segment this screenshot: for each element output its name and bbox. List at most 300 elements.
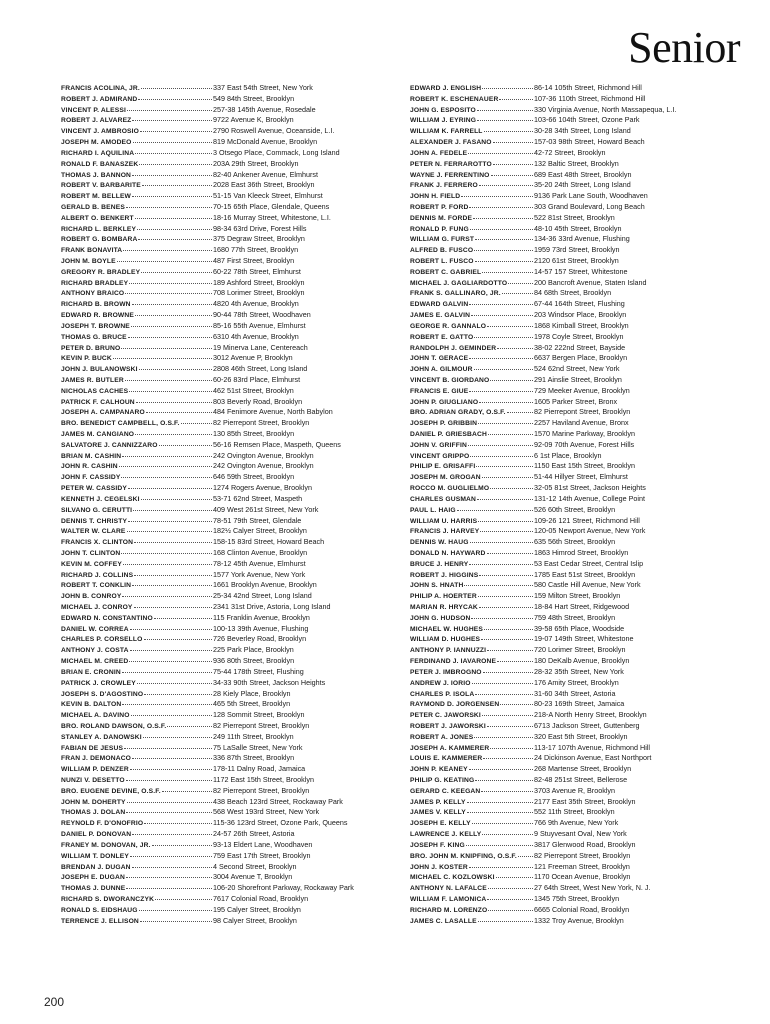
student-address: 19-07 149th Street, Whitestone [534, 634, 634, 644]
student-name: JOSEPH M. AMODEO [61, 139, 132, 147]
directory-entry [410, 267, 750, 278]
directory-entry [410, 472, 750, 483]
student-name: WAYNE J. FERRENTINO [410, 171, 490, 179]
student-name: FRANCIS E. GIUE [410, 387, 469, 395]
student-address: 18-84 Hart Street, Ridgewood [534, 602, 630, 611]
student-address: 82-40 Ankener Avenue, Elmhurst [213, 169, 318, 179]
directory-entry [410, 94, 750, 105]
student-address: 635 56th Street, Brooklyn [534, 537, 616, 547]
dot-leader [135, 429, 212, 435]
dot-leader [507, 407, 533, 413]
student-name: DENNIS W. HAUG [410, 539, 469, 547]
student-name: FRANK J. FERRERO [410, 182, 478, 190]
dot-leader [482, 267, 533, 273]
dot-leader [123, 245, 212, 251]
student-name: JOSEPH A. CAMPANARO [61, 409, 145, 417]
student-address: 936 80th Street, Brooklyn [213, 656, 295, 666]
dot-leader [131, 710, 212, 716]
student-name: RAYMOND D. JORGENSEN [410, 701, 500, 709]
student-address: 2257 Haviland Avenue, Bronx [534, 418, 629, 428]
student-address: 9 Stuyvesant Oval, New York [534, 829, 627, 839]
student-address: 24-57 26th Street, Astoria [213, 829, 295, 839]
student-address: 86-14 105th Street, Richmond Hill [534, 83, 642, 92]
student-name: GEORGE R. GANNALO [410, 322, 487, 330]
dot-leader [474, 364, 533, 370]
dot-leader [493, 159, 533, 165]
student-address: 53-71 62nd Street, Maspeth [213, 493, 303, 503]
student-name: VINCENT B. GIORDANO [410, 376, 490, 384]
student-name: PETER C. JAWORSKI [410, 712, 481, 720]
dot-leader [500, 699, 533, 705]
dot-leader [130, 624, 212, 630]
student-name: BRO. ROLAND DAWSON, O.S.F. [61, 722, 167, 730]
student-address: 552 11th Street, Brooklyn [534, 807, 615, 817]
student-name: RICHARD M. LORENZO [410, 906, 488, 914]
directory-entry [410, 786, 750, 797]
student-name: BRO. ADRIAN GRADY, O.S.F. [410, 409, 506, 417]
student-name: THOMAS J. DOLAN [61, 809, 126, 817]
student-address: 720 Lorimer Street, Brooklyn [534, 645, 626, 655]
directory-entry [61, 83, 392, 94]
student-name: WILLIAM F. LAMONICA [410, 895, 487, 903]
dot-leader [475, 234, 533, 240]
dot-leader [479, 180, 533, 186]
directory-entry [61, 916, 392, 927]
student-name: BRENDAN J. DUGAN [61, 863, 131, 871]
student-name: ROCCO M. GUGLIELMO [410, 485, 490, 493]
dot-leader [479, 397, 533, 403]
dot-leader [457, 505, 533, 511]
student-name: MICHAEL C. KOZLOWSKI [410, 874, 495, 882]
student-name: ROBERT M. BELLEW [61, 193, 132, 201]
student-name: ROBERT C. GABRIEL [410, 268, 482, 276]
directory-entry [410, 364, 750, 375]
dot-leader [129, 278, 212, 284]
dot-leader [469, 386, 533, 392]
student-address: 337 East 54th Street, New York [213, 83, 313, 92]
dot-leader [152, 840, 212, 846]
dot-leader [126, 775, 212, 781]
dot-leader [482, 83, 533, 89]
dot-leader [130, 851, 212, 857]
student-name: VINCENT P. ALESSI [61, 106, 126, 114]
dot-leader [126, 807, 212, 813]
student-name: THOMAS J. BANNON [61, 171, 132, 179]
student-name: THOMAS G. BRUCE [61, 333, 127, 341]
student-address: 484 Fenimore Avenue, North Babylon [213, 407, 333, 417]
student-address: 242 Ovington Avenue, Brooklyn [213, 461, 314, 471]
student-address: 462 51st Street, Brooklyn [213, 385, 294, 395]
student-address: 1680 77th Street, Brooklyn [213, 245, 299, 255]
dot-leader [488, 883, 533, 889]
student-name: MICHAEL W. HUGHES [410, 625, 484, 633]
directory-entry [61, 126, 392, 137]
dot-leader [466, 840, 533, 846]
directory-entry [61, 807, 392, 818]
student-address: 92-09 70th Avenue, Forest Hills [534, 439, 635, 449]
student-name: EDWARD J. ENGLISH [410, 85, 482, 92]
student-name: RICHARD J. COLLINS [61, 571, 134, 579]
dot-leader [490, 743, 533, 749]
directory-entry [410, 894, 750, 905]
dot-leader [487, 645, 533, 651]
student-address: 32-05 81st Street, Jackson Heights [534, 483, 646, 493]
student-name: PHILIP A. HOERTER [410, 593, 477, 601]
student-address: 35-20 24th Street, Long Island [534, 180, 631, 190]
student-address: 28 Kiely Place, Brooklyn [213, 688, 291, 698]
student-name: SALVATORE J. CANNIZZARO [61, 441, 158, 449]
student-address: 19 Minerva Lane, Centereach [213, 342, 308, 352]
student-address: 1150 East 15th Street, Brooklyn [534, 461, 635, 471]
student-name: JOHN F. CASSIDY [61, 474, 121, 482]
student-address: 115 Franklin Avenue, Brooklyn [213, 612, 310, 622]
directory-entry [61, 288, 392, 299]
student-name: RONALD F. BANASZEK [61, 160, 139, 168]
student-name: WILLIAM T. DONLEY [61, 852, 129, 860]
student-address: 51-44 Hillyer Street, Elmhurst [534, 472, 628, 482]
student-name: REYNOLD F. D'ONOFRIO [61, 820, 144, 828]
dot-leader [468, 440, 533, 446]
student-address: 82 Pierrepont Street, Brooklyn [213, 720, 310, 730]
student-name: PETER N. FERRAROTTO [410, 160, 492, 168]
directory-entry [410, 191, 750, 202]
student-address: 200 Bancroft Avenue, Staten Island [534, 277, 647, 287]
page-number: 200 [44, 995, 65, 1009]
dot-leader [470, 451, 533, 457]
dot-leader [129, 386, 212, 392]
student-name: JOHN P. GIUGLIANO [410, 398, 479, 406]
directory-entry [410, 710, 750, 721]
directory-entry [61, 516, 392, 527]
student-address: 98-34 63rd Drive, Forest Hills [213, 223, 307, 233]
student-name: JOHN P. KEANEY [410, 766, 468, 774]
student-name: JOHN G. HUDSON [410, 614, 471, 622]
student-name: JAMES M. CANGIANO [61, 431, 135, 438]
dot-leader [134, 602, 212, 608]
student-address: 1959 73rd Street, Brooklyn [534, 245, 620, 255]
student-address: 320 East 5th Street, Brooklyn [534, 731, 628, 741]
directory-entry [410, 807, 750, 818]
student-address: 249 11th Street, Brooklyn [213, 731, 294, 741]
dot-leader [135, 310, 212, 316]
student-address: 1661 Brooklyn Avenue, Brooklyn [213, 580, 317, 590]
student-name: ALBERT O. BENKERT [61, 214, 134, 222]
directory-entry [61, 407, 392, 418]
directory-entry [61, 743, 392, 754]
dot-leader [144, 689, 212, 695]
dot-leader [488, 905, 533, 911]
directory-entry [61, 678, 392, 689]
dot-leader [141, 494, 212, 500]
dot-leader [126, 872, 212, 878]
student-name: RICHARD L. BERKLEY [61, 225, 137, 233]
student-name: JOHN T. GERACE [410, 355, 469, 363]
student-name: MICHAEL J. GAGLIARDOTTO [410, 279, 508, 287]
directory-entry [61, 505, 392, 516]
student-name: JOHN A. FEDELE [410, 149, 468, 157]
directory-entry [410, 624, 750, 635]
student-address: 80-23 169th Street, Jamaica [534, 699, 625, 709]
dot-leader [122, 699, 212, 705]
student-name: JOSEPH S. D'AGOSTINO [61, 690, 144, 698]
dot-leader [131, 321, 212, 327]
directory-entry [61, 461, 392, 472]
dot-leader [497, 343, 533, 349]
directory-entry [61, 786, 392, 797]
dot-leader [479, 570, 533, 576]
student-name: LAWRENCE J. KELLY [410, 831, 482, 839]
student-name: VINCENT GRIPPO [410, 452, 470, 460]
student-address: 4820 4th Avenue, Brooklyn [213, 299, 299, 309]
student-address: 14-57 157 Street, Whitestone [534, 266, 628, 276]
dot-leader [119, 461, 212, 467]
student-name: DANIEL P. DONOVAN [61, 831, 132, 839]
student-name: ANTHONY N. LAFALCE [410, 885, 487, 893]
directory-entry [61, 472, 392, 483]
dot-leader [128, 483, 212, 489]
student-address: 180 DeKalb Avenue, Brooklyn [534, 656, 630, 666]
directory-entry [61, 721, 392, 732]
student-address: 1570 Marine Parkway, Brooklyn [534, 429, 635, 438]
student-name: ROBERT A. JONES [410, 733, 474, 741]
directory-entry [410, 180, 750, 191]
student-name: ROBERT T. CONKLIN [61, 582, 132, 590]
student-address: 158-15 83rd Street, Howard Beach [213, 537, 325, 547]
directory-entry [410, 148, 750, 159]
student-name: JOHN G. ESPOSITO [410, 106, 476, 114]
student-name: RICHARD S. DWORANCZYK [61, 895, 155, 903]
dot-leader [132, 170, 212, 176]
student-address: 3817 Glenwood Road, Brooklyn [534, 839, 636, 849]
student-name: WILLIAM J. EYRING [410, 117, 477, 125]
student-name: KEVIN M. COFFEY [61, 560, 122, 568]
dot-leader [467, 807, 533, 813]
student-address: 9136 Park Lane South, Woodhaven [534, 191, 648, 201]
student-name: FRANCIS J. HARVEY [410, 528, 480, 536]
student-name: ANTHONY P. IANNUZZI [410, 647, 487, 655]
directory-entry [61, 872, 392, 883]
student-address: 2028 East 36th Street, Brooklyn [213, 180, 315, 190]
directory-entry [410, 332, 750, 343]
student-address: 7617 Colonial Road, Brooklyn [213, 893, 309, 903]
dot-leader [126, 202, 212, 208]
dot-leader [473, 213, 533, 219]
dot-leader [476, 461, 533, 467]
student-address: 82-48 251st Street, Bellerose [534, 775, 628, 784]
student-address: 27 64th Street, West New York, N. J. [534, 883, 651, 893]
directory-entry [61, 829, 392, 840]
student-address: 39-58 65th Place, Woodside [534, 623, 625, 633]
student-address: 67-44 164th Street, Flushing [534, 299, 625, 309]
student-address: 1577 York Avenue, New York [213, 569, 306, 579]
student-name: WILLIAM K. FARRELL [410, 128, 483, 136]
directory-entry [410, 613, 750, 624]
student-address: 75 LaSalle Street, New York [213, 742, 303, 752]
student-address: 568 West 193rd Street, New York [213, 807, 320, 817]
dot-leader [140, 126, 212, 132]
student-name: PETER D. BRUNO [61, 344, 121, 352]
student-name: KEVIN B. DALTON [61, 701, 122, 709]
dot-leader [132, 753, 212, 759]
directory-entry [410, 310, 750, 321]
directory-entry [61, 224, 392, 235]
dot-leader [125, 375, 212, 381]
student-address: 93-13 Eldert Lane, Woodhaven [213, 839, 313, 849]
student-name: STANLEY A. DANOWSKI [61, 733, 142, 741]
directory-entry [61, 775, 392, 786]
dot-leader [127, 526, 212, 532]
directory-entry [61, 332, 392, 343]
dot-leader [477, 105, 533, 111]
student-address: 107-36 110th Street, Richmond Hill [534, 93, 646, 103]
dot-leader [469, 202, 533, 208]
student-name: WALTER W. CLARE [61, 528, 126, 536]
student-name: JOSEPH F. KING [410, 841, 465, 849]
student-name: FRANK S. GALLINARO, JR. [410, 290, 501, 298]
dot-leader [472, 818, 533, 824]
student-address: 85-16 55th Avenue, Elmhurst [213, 320, 306, 330]
student-address: 84 68th Street, Brooklyn [534, 288, 612, 298]
directory-entry [410, 353, 750, 364]
student-address: 438 Beach 123rd Street, Rockaway Park [213, 796, 343, 806]
student-address: 646 59th Street, Brooklyn [213, 472, 295, 482]
student-address: 409 West 261st Street, New York [213, 504, 319, 514]
dot-leader [140, 916, 212, 922]
directory-entry [410, 202, 750, 213]
directory-entry [61, 570, 392, 581]
student-address: 6665 Colonial Road, Brooklyn [534, 904, 630, 914]
student-address: 303 Grand Boulevard, Long Beach [534, 201, 645, 211]
directory-entry [410, 170, 750, 181]
directory-entry [410, 126, 750, 137]
directory-entry [410, 764, 750, 775]
student-address: 3 Otsego Place, Commack, Long Island [213, 147, 340, 157]
directory-entry [61, 440, 392, 451]
student-name: FRANK BONAVITA [61, 247, 123, 255]
directory-entry [410, 916, 750, 927]
student-name: ROBERT J. ALVAREZ [61, 117, 132, 125]
directory-entry [410, 440, 750, 451]
directory-entry [61, 526, 392, 537]
dot-leader [502, 288, 533, 294]
student-address: 218-A North Henry Street, Brooklyn [534, 710, 647, 720]
dot-leader [144, 818, 212, 824]
student-name: ROBERT P. FORD [410, 203, 469, 211]
student-name: FERDINAND J. IAVARONE [410, 658, 497, 666]
student-address: 82 Pierrepont Street, Brooklyn [534, 850, 631, 860]
directory-entry [410, 862, 750, 873]
dot-leader [132, 862, 212, 868]
directory-entry [410, 461, 750, 472]
directory-entry [61, 624, 392, 635]
directory-entry [410, 570, 750, 581]
student-address: 2120 61st Street, Brooklyn [534, 256, 619, 265]
dot-leader [472, 678, 533, 684]
directory-entry [61, 418, 392, 429]
student-name: TERRENCE J. ELLISON [61, 917, 139, 925]
directory-entry [410, 407, 750, 418]
student-name: WILLIAM D. HUGHES [410, 636, 481, 644]
student-address: 3012 Avenue P, Brooklyn [213, 353, 293, 363]
student-name: DENNIS M. FORDE [410, 214, 473, 222]
student-address: 759 East 17th Street, Brooklyn [213, 850, 311, 860]
dot-leader [138, 234, 212, 240]
student-address: 90-44 78th Street, Woodhaven [213, 310, 311, 320]
student-address: 487 First Street, Brooklyn [213, 256, 295, 265]
dot-leader [132, 299, 212, 305]
dot-leader [162, 786, 212, 792]
directory-entry [410, 83, 750, 94]
dot-leader [132, 191, 212, 197]
dot-leader [117, 256, 212, 262]
student-address: 1863 Himrod Street, Brooklyn [534, 547, 629, 557]
directory-entry [410, 526, 750, 537]
dot-leader [138, 94, 212, 100]
dot-leader [121, 472, 212, 478]
dot-leader [123, 559, 212, 565]
directory-entry [410, 278, 750, 289]
dot-leader [478, 516, 533, 522]
directory-entry [61, 397, 392, 408]
student-address: 75-44 178th Street, Flushing [213, 666, 304, 676]
dot-leader [130, 764, 212, 770]
student-address: 766 9th Avenue, New York [534, 818, 619, 828]
directory-entry [61, 94, 392, 105]
student-name: LOUIS E. KAMMERER [410, 755, 483, 763]
student-name: ANTHONY J. COSTA [61, 647, 129, 655]
dot-leader [488, 429, 533, 435]
student-address: 1785 East 51st Street, Brooklyn [534, 569, 636, 579]
directory-entry [61, 375, 392, 386]
student-name: DANIEL W. CORREA [61, 625, 129, 633]
directory-entry [61, 851, 392, 862]
student-address: 3703 Avenue R, Brooklyn [534, 785, 615, 795]
student-name: ALFRED B. FUSCO [410, 247, 474, 255]
student-address: 103-66 104th Street, Ozone Park [534, 115, 640, 125]
student-name: EDWARD GALVIN [410, 301, 469, 309]
student-address: 130 85th Street, Brooklyn [213, 429, 295, 438]
directory-entry [410, 245, 750, 256]
student-address: 203A 29th Street, Brooklyn [213, 158, 299, 168]
dot-leader [128, 516, 212, 522]
student-address: 60-22 78th Street, Elmhurst [213, 266, 301, 276]
student-name: RICHARD BRADLEY [61, 279, 129, 287]
student-name: JOHN A. GILMOUR [410, 366, 473, 374]
dot-leader [471, 310, 533, 316]
dot-leader [132, 115, 212, 121]
directory-entry [61, 353, 392, 364]
directory-entry [410, 115, 750, 126]
dot-leader [482, 829, 533, 835]
directory-entry [410, 753, 750, 764]
student-address: 168 Clinton Avenue, Brooklyn [213, 547, 308, 557]
dot-leader [167, 721, 212, 727]
student-address: 375 Degraw Street, Brooklyn [213, 234, 305, 244]
dot-leader [141, 267, 212, 273]
directory-entry [410, 743, 750, 754]
dot-leader [136, 397, 212, 403]
student-address: 6310 4th Avenue, Brooklyn [213, 331, 299, 341]
dot-leader [124, 743, 212, 749]
directory-entry [61, 764, 392, 775]
dot-leader [475, 256, 533, 262]
directory-entry [61, 299, 392, 310]
student-address: 1170 Ocean Avenue, Brooklyn [534, 872, 631, 882]
directory-entry [61, 321, 392, 332]
dot-leader [479, 602, 533, 608]
student-address: 291 Ainslie Street, Brooklyn [534, 374, 622, 384]
student-address: 4 Second Street, Brooklyn [213, 861, 297, 871]
